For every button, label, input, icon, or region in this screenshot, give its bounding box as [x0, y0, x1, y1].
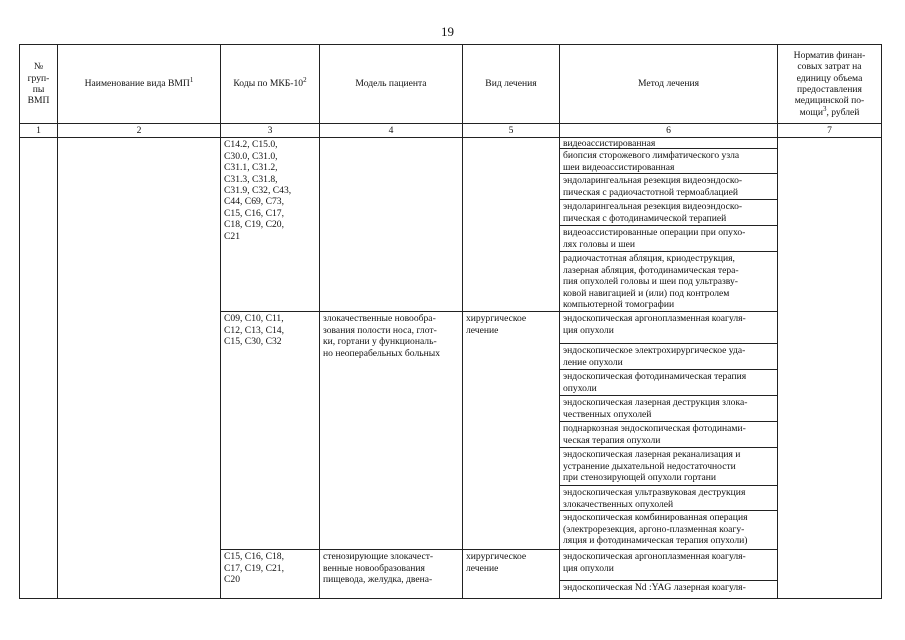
method-item: видеоассистированная [560, 138, 777, 149]
method-item: эндоларингеальная резекция видеоэндоско- пическая с фотодинамической терапией [560, 200, 777, 226]
icd-codes-cell: C15, C16, C18, C17, C19, C21, C20 [221, 550, 320, 599]
col-header-group-no: № груп- пы ВМП [20, 45, 58, 124]
vmp-name-cell [58, 138, 221, 599]
method-item: эндоскопическая комбинированная операция (электрорезекция, аргоно-плазменная коагу- ляция и фотодинамическая терапия опухоли) [563, 512, 748, 547]
vmp-table [19, 44, 882, 599]
col-header-icd-codes: Коды по МКБ-$10^2$ [221, 45, 320, 124]
column-number: 7 [778, 124, 882, 138]
col-header-treatment-method: Метод лечения [560, 45, 778, 124]
column-number: 3 [221, 124, 320, 138]
method-item: эндоскопическая аргоноплазменная коагуля- ция опухоли [560, 550, 777, 581]
column-number: 4 [320, 124, 463, 138]
patient-model-cell: стенозирующие злокачест- венные новообразования пищевода, желудка, двена- [320, 550, 463, 599]
cost-norm-cell [778, 138, 882, 599]
icd-codes-cell: C14.2, C15.0, C30.0, C31.0, C31.1, C31.2, C31.3, C31.8, C31.9, C32, C43, C44, C69, C73, C15, C16, C17, C18, C19, C20, C21 [221, 138, 320, 312]
column-number: 2 [58, 124, 221, 138]
column-number: 1 [20, 124, 58, 138]
col-header-cost-norm: Норматив финан- совых затрат на единицу объема предоставления медицинской по- мощи$^3$, рублей [778, 45, 882, 124]
method-item: эндоларингеальная резекция видеоэндоско- пическая с радиочастотной термоаблацией [560, 174, 777, 200]
group-no-cell [20, 138, 58, 599]
method-item: биопсия сторожевого лимфатического узла шеи видеоассистированная [560, 149, 777, 174]
page-number: 19 [441, 24, 454, 39]
column-number: 5 [463, 124, 560, 138]
method-item: эндоскопическая ультразвуковая деструкция злокачественных опухолей [560, 486, 777, 511]
treatment-type-cell: хирургическое лечение [463, 550, 560, 599]
method-item: поднаркозная эндоскопическая фотодинами- ческая терапия опухоли [560, 422, 777, 448]
table-row [20, 138, 882, 312]
treatment-type-cell [463, 138, 560, 312]
patient-model-cell: злокачественные новообра- зования полости носа, глот- ки, гортани у функциональ- но неоперабельных больных [320, 312, 463, 550]
patient-model-cell [320, 138, 463, 312]
method-item: эндоскопическая фотодинамическая терапия опухоли [560, 370, 777, 396]
method-item: эндоскопическая лазерная реканализация и устранение дыхательной недостаточности при стенозирующей опухоли гортани [560, 448, 777, 486]
method-item: эндоскопическая Nd :YAG лазерная коагуля- [563, 582, 746, 594]
col-header-treatment-type: Вид лечения [463, 45, 560, 124]
treatment-methods-cell [560, 550, 778, 599]
col-header-patient-model: Модель пациента [320, 45, 463, 124]
column-number: 6 [560, 124, 778, 138]
treatment-type-cell: хирургическое лечение [463, 312, 560, 550]
treatment-methods-cell [560, 312, 778, 550]
column-number-row [20, 124, 882, 138]
method-item: эндоскопическая аргоноплазменная коагуля- ция опухоли [560, 312, 777, 344]
method-item: видеоассистированные операции при опухо- лях головы и шеи [560, 226, 777, 252]
header-row [20, 45, 882, 124]
method-item: эндоскопическое электрохирургическое уда- ление опухоли [560, 344, 777, 370]
method-item: радиочастотная абляция, криодеструкция, лазерная абляция, фотодинамическая тера- пия опухолей головы и шеи под ультразву- ковой навигацией и (или) под контролем компьютерной томографии [563, 253, 739, 310]
icd-codes-cell: C09, C10, C11, C12, C13, C14, C15, C30, C32 [221, 312, 320, 550]
method-item: эндоскопическая лазерная деструкция злока- чественных опухолей [560, 396, 777, 422]
col-header-vmp-name: Наименование вида ВМП$^1$ [58, 45, 221, 124]
treatment-methods-cell [560, 138, 778, 312]
